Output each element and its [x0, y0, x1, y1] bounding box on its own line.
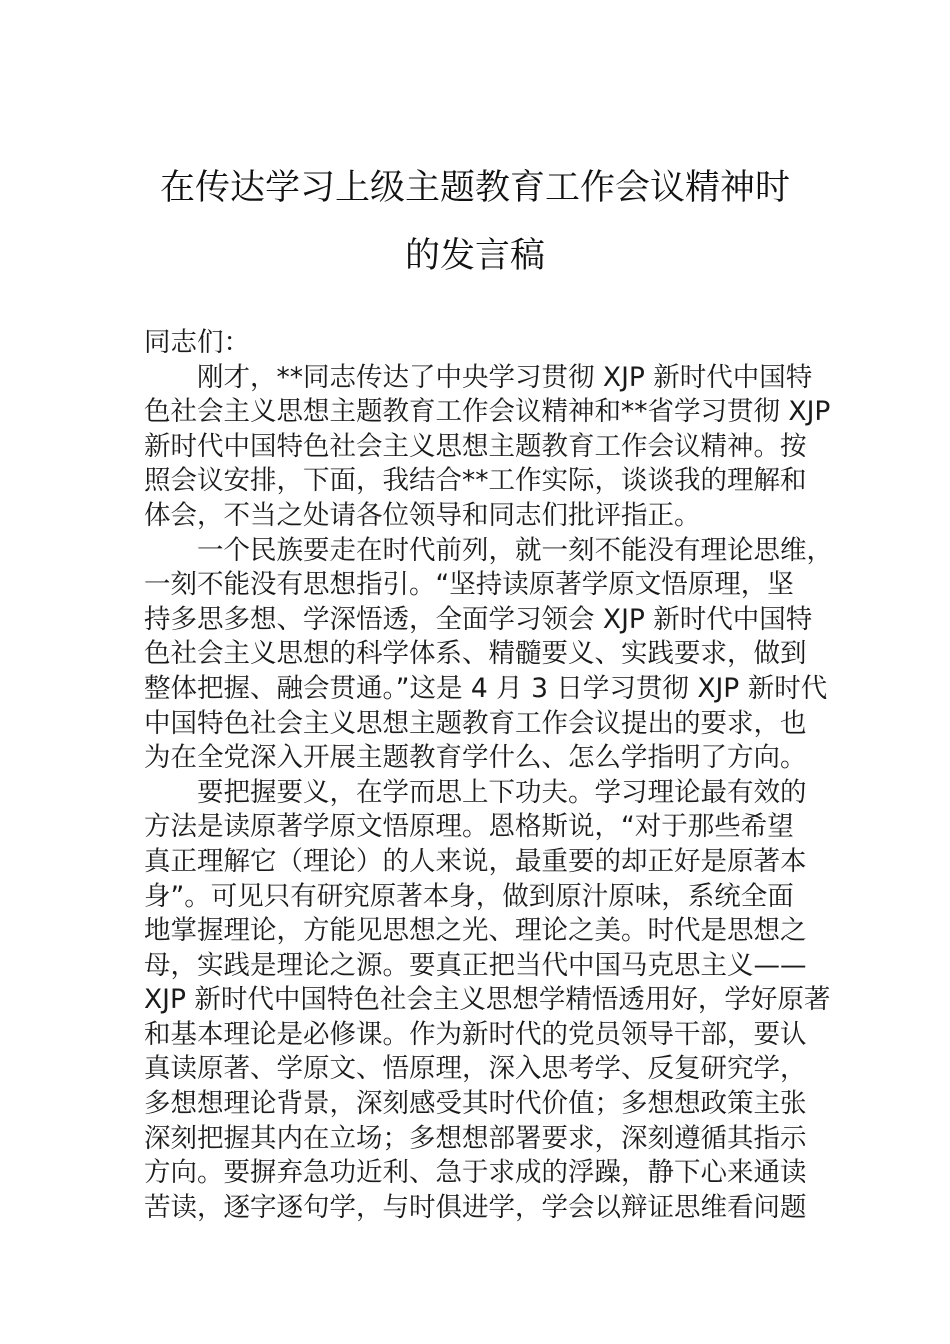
- body-text-line: 持多思多想、学深悟透，全面学习领会 XJP 新时代中国特: [144, 603, 813, 635]
- body-text-line: 整体把握、融会贯通。”这是 4 月 3 日学习贯彻 XJP 新时代: [144, 672, 828, 704]
- body-text-line: 和基本理论是必修课。作为新时代的党员领导干部，要认: [144, 1018, 807, 1050]
- body-text-line: 色社会主义思想主题教育工作会议精神和**省学习贯彻 XJP: [144, 396, 831, 428]
- body-text-line: 身”。可见只有研究原著本身，做到原汁原味，系统全面: [144, 880, 794, 912]
- document-body: [144, 326, 834, 1225]
- body-text-line: 多想想理论背景，深刻感受其时代价值；多想想政策主张: [144, 1088, 807, 1120]
- body-text-line: 方法是读原著学原文悟原理。恩格斯说，“对于那些希望: [144, 811, 794, 843]
- body-text-line: 色社会主义思想的科学体系、精髓要义、实践要求，做到: [144, 638, 807, 670]
- body-text-line: 要把握要义，在学而思上下功夫。学习理论最有效的: [197, 776, 807, 808]
- body-text-line: 一个民族要走在时代前列，就一刻不能没有理论思维，: [197, 534, 833, 566]
- body-text-line: 母，实践是理论之源。要真正把当代中国马克思主义——: [144, 949, 807, 981]
- body-text-line: 刚才，**同志传达了中央学习贯彻 XJP 新时代中国特: [197, 361, 813, 393]
- salutation-line: 同志们：: [144, 327, 250, 358]
- body-text-line: 照会议安排，下面，我结合**工作实际，谈谈我的理解和: [144, 465, 807, 497]
- body-text-line: 深刻把握其内在立场；多想想部署要求，深刻遵循其指示: [144, 1122, 807, 1154]
- body-text-line: 新时代中国特色社会主义思想主题教育工作会议精神。按: [144, 430, 807, 462]
- body-text-line: XJP 新时代中国特色社会主义思想学精悟透用好，学好原著: [144, 984, 831, 1016]
- body-text-line: 体会，不当之处请各位领导和同志们批评指正。: [144, 499, 701, 531]
- body-text-line: 真读原著、学原文、悟原理，深入思考学、反复研究学，: [144, 1053, 807, 1085]
- body-text-line: 地掌握理论，方能见思想之光、理论之美。时代是思想之: [144, 915, 807, 947]
- body-text-line: 中国特色社会主义思想主题教育工作会议提出的要求，也: [144, 707, 807, 739]
- body-text-line: 苦读，逐字逐句学，与时俱进学，学会以辩证思维看问题: [144, 1191, 807, 1223]
- body-text-line: 方向。要摒弃急功近利、急于求成的浮躁，静下心来通读: [144, 1157, 807, 1189]
- body-text-line: 真正理解它（理论）的人来说，最重要的却正好是原著本: [144, 845, 807, 877]
- document-title-line-2: 的发言稿: [404, 236, 545, 276]
- document-title-line-1: 在传达学习上级主题教育工作会议精神时: [159, 168, 790, 208]
- body-text-line: 为在全党深入开展主题教育学什么、怎么学指明了方向。: [144, 742, 807, 774]
- body-text-line: 一刻不能没有思想指引。“坚持读原著学原文悟原理，坚: [144, 569, 794, 601]
